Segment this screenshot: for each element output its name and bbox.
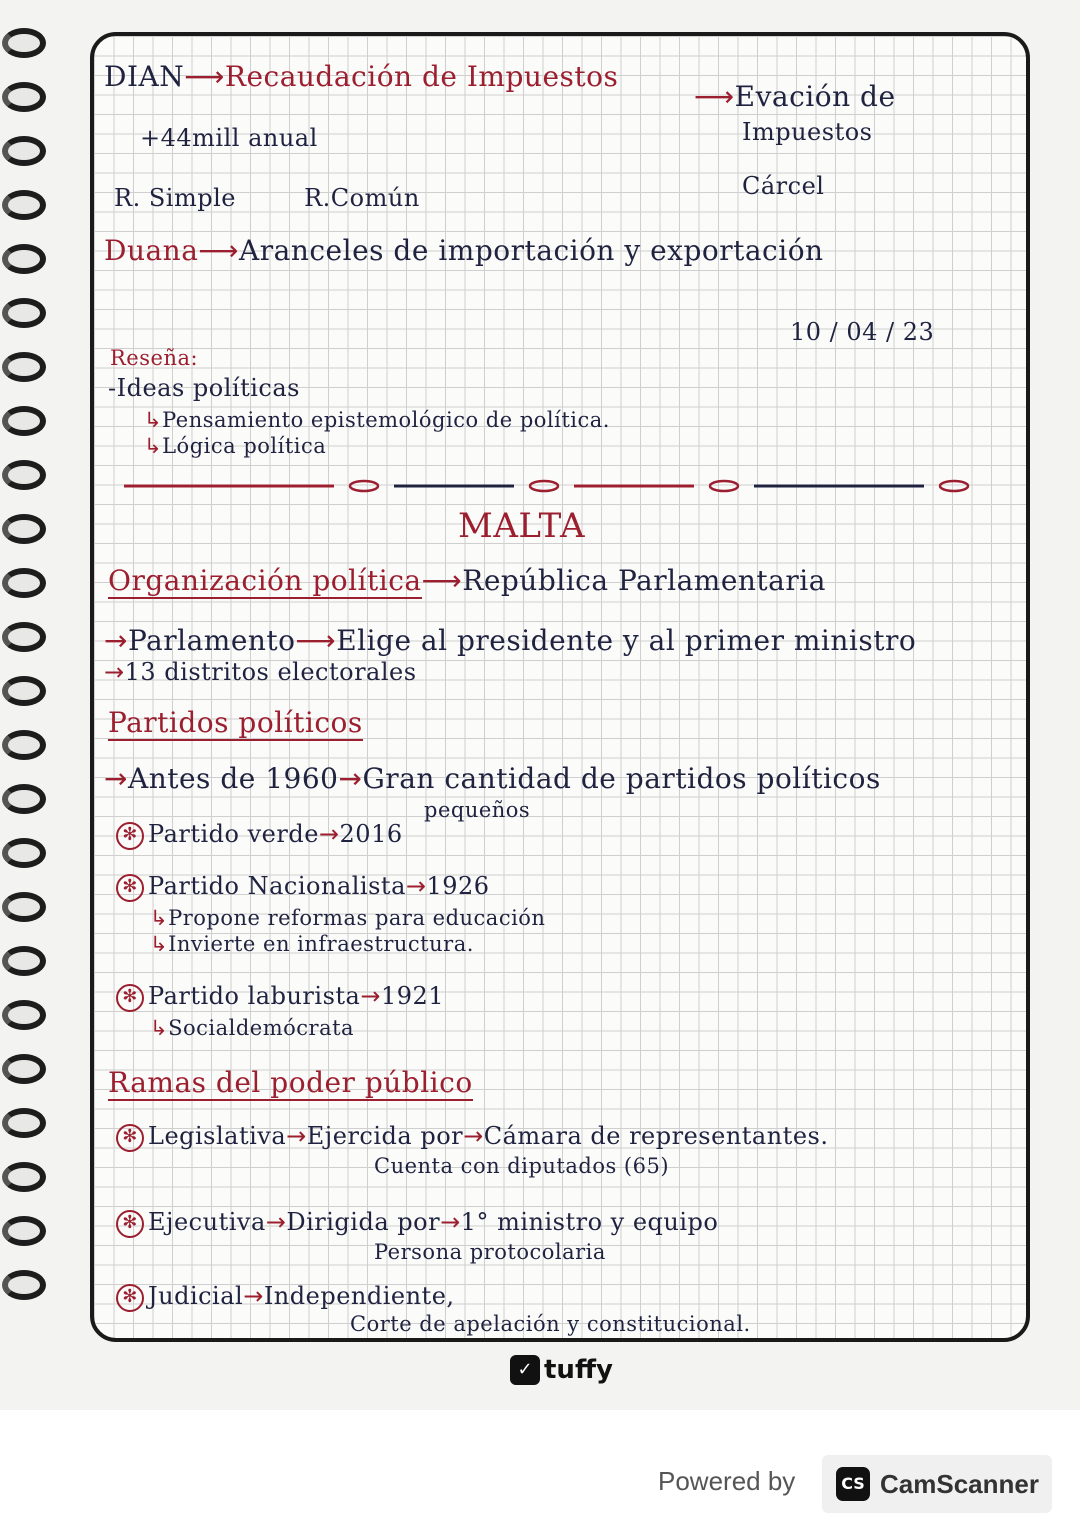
spiral-ring [2,622,46,652]
jud-label: Judicial [148,1282,244,1310]
resena-item-line [108,374,300,402]
leg-value: Ejercida por [306,1122,464,1150]
eje-line: ✻ Ejecutiva→Dirigida por→1° ministro y equipo [116,1208,718,1238]
section-divider [114,476,974,496]
duana-label: Duana [104,234,199,267]
dian-label: DIAN [104,60,185,93]
date-label: 10 / 04 / 23 [790,318,935,346]
verde-year: 2016 [339,820,403,848]
spiral-ring [2,946,46,976]
resena-sub1-line: ↳Pensamiento epistemológico de política. [144,408,610,432]
tuffy-logo-icon: ✓ [510,1355,540,1385]
verde-line: ✻ Partido verde→2016 [116,820,403,850]
lab-year: 1921 [380,982,445,1010]
spiral-ring [2,244,46,274]
camscanner-badge [822,1455,1052,1513]
asterisk-icon: ✻ [116,984,144,1012]
leg-label: Legislativa [148,1122,287,1150]
before-1960-line-2 [424,798,530,822]
spiral-ring [2,406,46,436]
lab-sub1: Socialdemócrata [168,1016,355,1040]
spiral-ring [2,784,46,814]
leg-sub: Cuenta con diputados (65) [374,1154,670,1178]
asterisk-icon: ✻ [116,874,144,902]
amount-label: +44mill anual [140,124,318,152]
camscanner-name: CamScanner [880,1468,1039,1499]
duana-desc: Aranceles de importación y exportación [239,234,824,267]
eje-sub-line [374,1240,606,1264]
evasion-label-2: Impuestos [742,118,873,146]
parl-value: Elige al presidente y al primer ministro [336,624,917,657]
spiral-ring [2,676,46,706]
nac-year: 1926 [426,872,490,900]
lab-sub1-line: ↳Socialdemócrata [150,1016,355,1040]
r-comun-label: R.Común [304,184,420,212]
before-1960-label: Antes de 1960 [127,762,339,795]
spiral-ring [2,1270,46,1300]
parl-label: Parlamento [127,624,296,657]
leg-sub-line [374,1154,669,1178]
resena-title: Reseña: [110,346,199,370]
duana-line: Duana⟶Aranceles de importación y exportación [104,234,824,267]
nac-label: Partido Nacionalista [148,872,406,900]
notebook-page [90,32,1030,1342]
nac-sub2: Invierte en infraestructura. [168,932,474,956]
resena-sub2: Lógica política [162,434,327,458]
parties-title: Partidos políticos [108,706,363,739]
dian-desc: Recaudación de Impuestos [224,60,619,93]
r-simple-label: R. Simple [114,184,236,212]
spiral-ring [2,460,46,490]
notebook-spiral [0,0,60,1410]
spiral-ring [2,82,46,112]
eje-value: Dirigida por [286,1208,441,1236]
spiral-ring [2,730,46,760]
jud-sub-line [350,1312,751,1336]
nac-sub1: Propone reformas para educación [168,906,546,930]
eje-label: Ejecutiva [148,1208,266,1236]
spiral-ring [2,190,46,220]
powered-by-text: Powered by [658,1466,796,1496]
leg-value-2: Cámara de representantes. [483,1122,829,1150]
jail-line [742,172,824,200]
resena-title-line [110,346,198,370]
dian-line: DIAN⟶Recaudación de Impuestos [104,60,619,93]
spiral-ring [2,1108,46,1138]
jud-value: Independiente, [263,1282,455,1310]
malta-title-line [458,506,585,546]
evasion-line-2 [742,118,873,146]
regime-line [114,184,420,212]
tuffy-logo [510,1352,613,1388]
malta-title: MALTA [458,506,586,546]
before-1960-line: →Antes de 1960→Gran cantidad de partidos políticos [104,762,881,795]
asterisk-icon: ✻ [116,1284,144,1312]
spiral-ring [2,136,46,166]
lab-line: ✻ Partido laburista→1921 [116,982,444,1012]
jud-line: ✻ Judicial→Independiente, [116,1282,455,1312]
ramas-title: Ramas del poder público [108,1066,473,1099]
spiral-ring [2,1216,46,1246]
spiral-ring [2,568,46,598]
spiral-ring [2,352,46,382]
org-value: República Parlamentaria [462,564,826,597]
nac-line: ✻ Partido Nacionalista→1926 [116,872,490,902]
asterisk-icon: ✻ [116,1124,144,1152]
ramas-title-line [108,1066,473,1099]
jud-sub: Corte de apelación y constitucional. [350,1312,751,1336]
lab-label: Partido laburista [148,982,361,1010]
org-line: Organización política⟶República Parlamentaria [108,564,826,597]
leg-line: ✻ Legislativa→Ejercida por→Cámara de representantes. [116,1122,828,1152]
eje-value-2: 1° ministro y equipo [460,1208,719,1236]
spiral-ring [2,28,46,58]
resena-sub1: Pensamiento epistemológico de política. [162,408,610,432]
spiral-ring [2,838,46,868]
spiral-ring [2,514,46,544]
districts-label: 13 distritos electorales [124,658,417,686]
jail-label: Cárcel [742,172,825,200]
verde-label: Partido verde [148,820,319,848]
asterisk-icon: ✻ [116,1210,144,1238]
asterisk-icon: ✻ [116,822,144,850]
nac-sub1-line: ↳Propone reformas para educación [150,906,546,930]
tuffy-logo-text: tuffy [544,1355,613,1385]
date-line [790,318,934,346]
spiral-ring [2,298,46,328]
camscanner-icon: CS [836,1467,870,1501]
before-1960-value: Gran cantidad de partidos políticos [362,762,881,795]
evasion-line: ⟶Evación de [694,80,896,113]
org-label: Organización política [108,564,422,597]
evasion-label: Evación de [734,80,896,113]
spiral-ring [2,1162,46,1192]
parl-line: →Parlamento⟶Elige al presidente y al primer ministro [104,624,917,657]
spiral-ring [2,892,46,922]
spiral-ring [2,1054,46,1084]
nac-sub2-line: ↳Invierte en infraestructura. [150,932,474,956]
resena-item: -Ideas políticas [108,374,300,402]
amount-line [140,124,318,152]
before-1960-value-2: pequeños [424,798,531,822]
eje-sub: Persona protocolaria [374,1240,606,1264]
resena-sub2-line: ↳Lógica política [144,434,327,458]
parties-title-line [108,706,363,739]
spiral-ring [2,1000,46,1030]
districts-line: →13 distritos electorales [104,658,417,686]
